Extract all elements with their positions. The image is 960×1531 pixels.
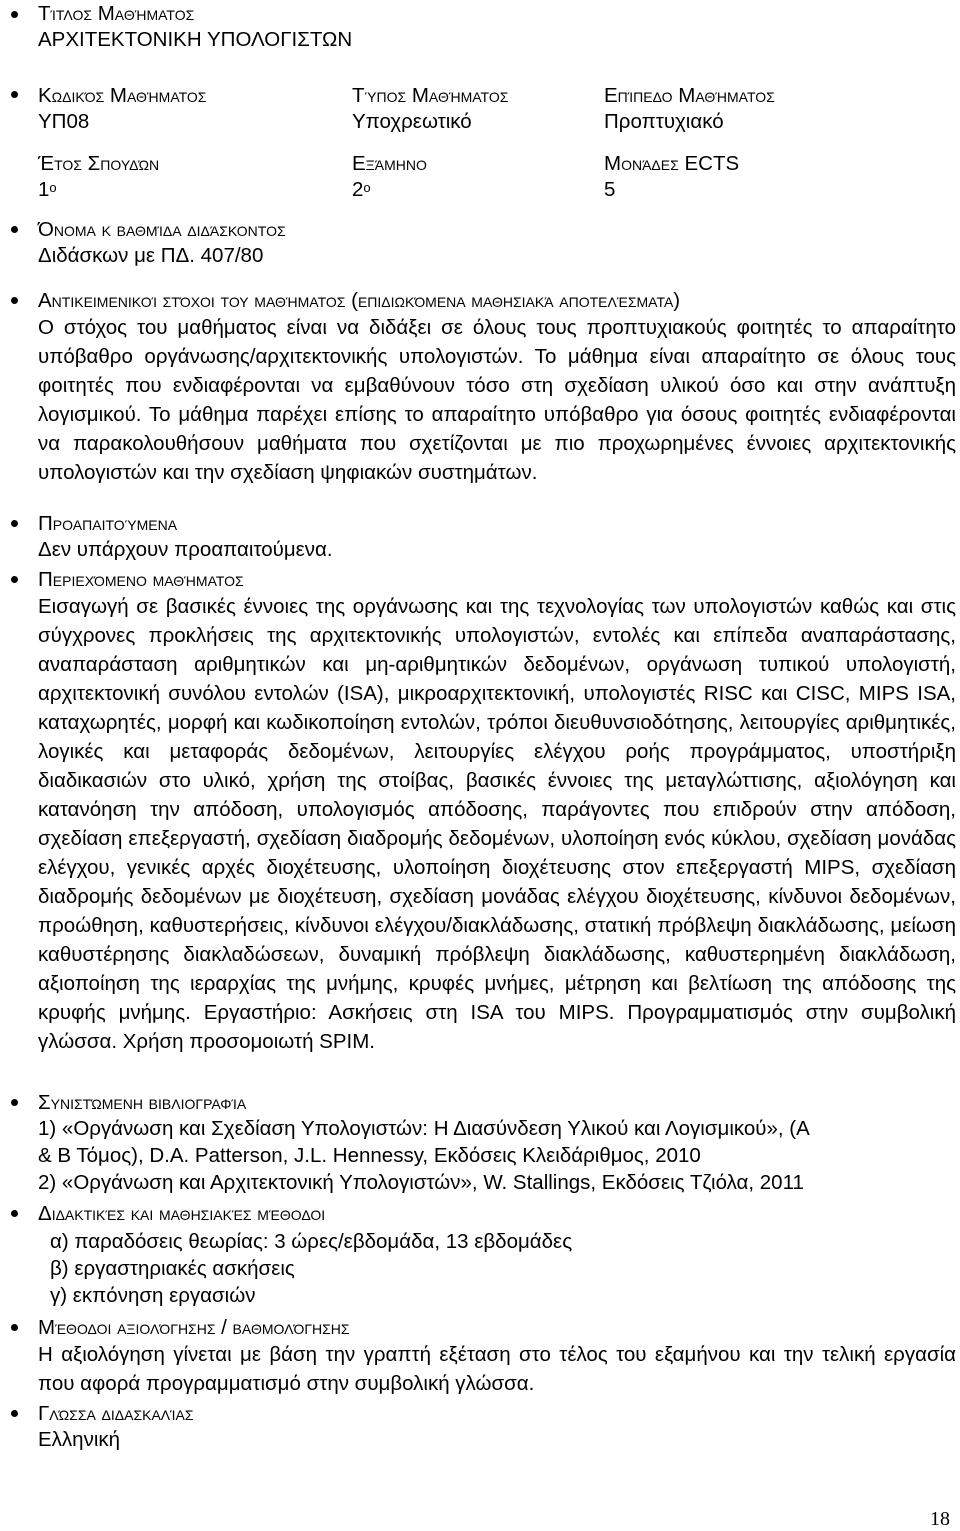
prerequisites-value: Δεν υπάρχουν προαπαιτούμενα. [38,538,333,561]
bullet-icon [11,1210,18,1217]
objectives-text: Ο στόχος του μαθήματος είναι να διδάξει σε όλους τους προπτυχιακούς φοιτητές το απαραίτητο υπόβαθρο οργάνωσης/αρχιτεκτονικής υπολογιστών. Το μάθημα είναι απαραίτητο σε όλους τους φοιτητές που ενδιαφέρονται να εμβαθύνουν τόσο στη σχεδίαση υλικού όσο και στην ανάπτυξη λογισμικού. Το μάθημα παρέχει επίσης το απαραίτητο υπόβαθρο για όσους φοιτητές ενδιαφέρονται να παρακολουθήσουν μαθήματα που σχετίζονται με πιο προχωρημένες έννοιες αρχιτεκτονικής υπολογιστών και την σχεδίαση ψηφιακών συστημάτων. [38,316,956,484]
semester-value: $2^o$ [352,178,371,201]
ects-label: Μονάδες ECTS [604,152,740,175]
bullet-icon [11,226,18,233]
course-code-value: ΥΠ08 [38,110,90,133]
course-title-label: Τίτλος Μαθήματος [38,2,195,25]
language-value: Ελληνική [38,1428,121,1451]
bullet-icon [11,1324,18,1331]
bullet-icon [11,297,18,304]
teaching-method-item: γ) εκπόνηση εργασιών [50,1284,256,1307]
bullet-icon [11,91,18,98]
bullet-icon [11,11,18,18]
instructor-value: Διδάσκων με ΠΔ. 407/80 [38,244,264,267]
prerequisites-label: Προαπαιτούμενα [38,512,178,535]
language-label: Γλώσσα διδασκαλίας [38,1402,194,1425]
study-year-label: Έτος Σπουδών [38,152,160,175]
course-type-label: Τύπος Μαθήματος [352,84,509,107]
bullet-icon [11,520,18,527]
assessment-label: Μέθοδοι αξιολόγησης / βαθμολόγησης [38,1316,350,1339]
course-title-value: ΑΡΧΙΤΕΚΤΟΝΙΚΗ ΥΠΟΛΟΓΙΣΤΩΝ [38,28,353,51]
objectives-label: Αντικειμενικοί στόχοι του μαθήματος (επιδιωκόμενα μαθησιακά αποτελέσματα) [38,289,681,312]
course-code-label: Κωδικός Μαθήματος [38,84,207,107]
bibliography-item-1-line-1: 1) «Οργάνωση και Σχεδίαση Υπολογιστών: Η Διασύνδεση Υλικού και Λογισμικού», (Α [38,1117,810,1140]
ects-value: 5 [604,178,616,201]
course-level-value: Προπτυχιακό [604,110,724,133]
content-label: Περιεχόμενο μαθήματος [38,568,244,591]
assessment-text: Η αξιολόγηση γίνεται με βάση την γραπτή εξέταση στο τέλος του εξαμήνου και την τελική εργασία που αφορά προγραμματισμό στην συμβολική γλώσσα. [38,1343,956,1395]
study-year-value: $1^o$ [38,178,57,201]
instructor-label: Όνομα κ βαθμίδα διδάσκοντος [38,218,286,241]
bullet-icon [11,1099,18,1106]
bullet-icon [11,1410,18,1417]
bibliography-item-2: 2) «Οργάνωση και Αρχιτεκτονική Υπολογιστών», W. Stallings, Εκδόσεις Τζιόλα, 2011 [38,1171,804,1194]
semester-label: Εξάμηνο [352,152,427,175]
bibliography-item-1-line-2: & Β Τόμος), D.A. Patterson, J.L. Hennessy, Εκδόσεις Κλειδάριθμος, 2010 [38,1144,701,1167]
bibliography-label: Συνιστώμενη βιβλιογραφία [38,1091,247,1114]
content-text: Εισαγωγή σε βασικές έννοιες της οργάνωσης και της τεχνολογίας των υπολογιστών καθώς και στις σύγχρονες προκλήσεις της αρχιτεκτονικής υπολογιστών, εντολές και επίπεδα αναπαράστασης, αναπαράσταση αριθμητικών και μη-αριθμητικών δεδομένων, οργάνωση τυπικού υπολογιστή, αρχιτεκτονική συνόλου εντολών (ISA), μικροαρχιτεκτονική, υπολογιστές RISC και CISC, MIPS ISA, καταχωρητές, μορφή και κωδικοποίηση εντολών, τρόποι διευθυνσιοδότησης, λειτουργίες αριθμητικές, λογικές και μεταφοράς δεδομένων, λειτουργίες ελέγχου ροής προγράμματος, υποστήριξη διαδικασιών στο υλικό, χρήση της στοίβας, βασικές έννοιες της μεταγλώττισης, αξιολόγηση και κατανόηση την απόδοση, υπολογισμός απόδοσης, παράγοντες που επιδρούν στην απόδοση, σχεδίαση επεξεργαστή, σχεδίαση διαδρομής δεδομένων, υλοποίηση ενός κύκλου, σχεδίαση μονάδας ελέγχου, γενικές αρχές διοχέτευσης, υλοποίηση διοχέτευσης στον επεξεργαστή MIPS, σχεδίαση διαδρομής δεδομένων με διοχέτευση, σχεδίαση μονάδας ελέγχου διοχέτευσης, κίνδυνοι δεδομένων, προώθηση, καθυστερήσεις, κίνδυνοι ελέγχου/διακλάδωσης, στατική πρόβλεψη διακλάδωσης, μείωση καθυστέρησης διακλαδώσεων, δυναμική πρόβλεψη διακλάδωσης, καθυστερημένη διακλάδωση, αξιοποίηση της ιεραρχίας της μνήμης, κρυφές μνήμες, μέτρηση και βελτίωση της απόδοσης της κρυφής μνήμης. Εργαστήριο: Ασκήσεις στη ISA του MIPS. Προγραμματισμός στην συμβολική γλώσσα. Χρήση προσομοιωτή SPIM. [38,595,956,1053]
teaching-methods-label: Διδακτικές και μαθησιακές μέθοδοι [38,1202,326,1225]
bullet-icon [11,576,18,583]
page-number: 18 [930,1508,950,1530]
course-level-label: Επίπεδο Μαθήματος [604,84,775,107]
teaching-method-item: β) εργαστηριακές ασκήσεις [50,1257,295,1280]
course-type-value: Υποχρεωτικό [352,110,472,133]
teaching-method-item: α) παραδόσεις θεωρίας: 3 ώρες/εβδομάδα, 13 εβδομάδες [50,1230,573,1253]
